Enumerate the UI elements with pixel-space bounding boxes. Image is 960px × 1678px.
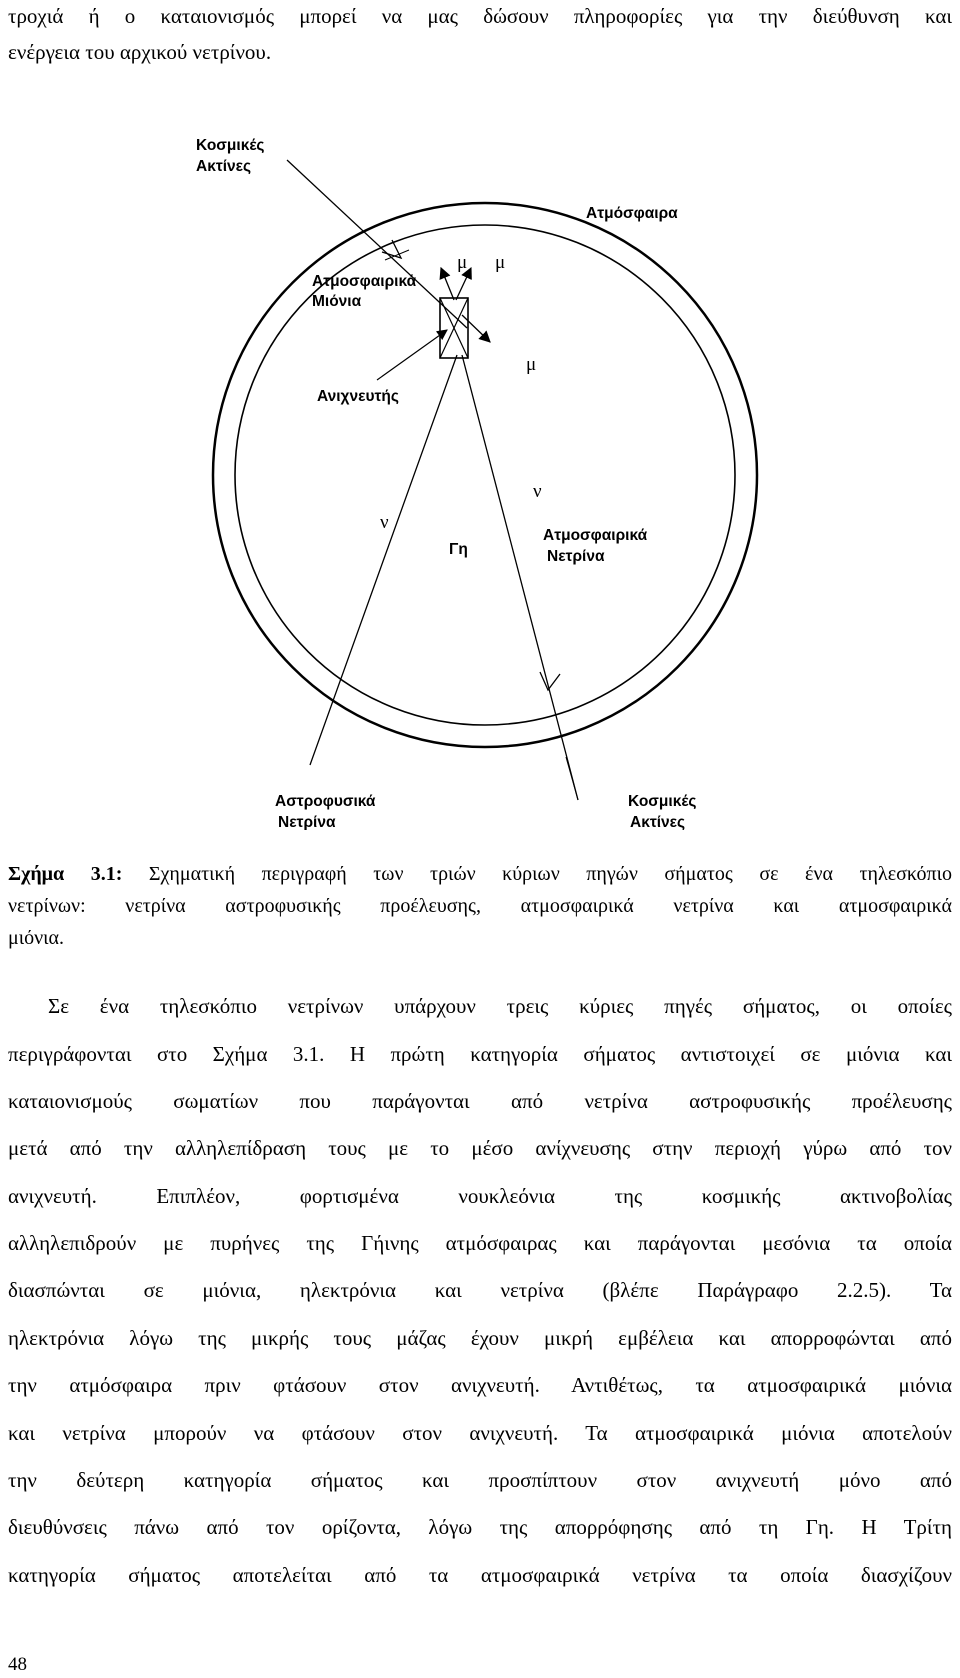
text-line: ανιχνευτή. Επιπλέον, φορτισμένα νουκλεόνια της κοσμικής ακτινοβολίας (8, 1184, 952, 1208)
atmosphere-circle (213, 203, 757, 747)
mu-symbol: μ (495, 252, 506, 273)
cosmic-ray-bottom-pointer (566, 757, 578, 800)
caption-label: Σχήμα 3.1: (8, 863, 123, 885)
label-earth: Γη (449, 541, 468, 558)
muon-arrow (441, 268, 454, 300)
figure-caption (8, 862, 952, 886)
label-detector: Ανιχνευτής (317, 388, 399, 405)
text-line: καταιονισμούς σωματίων που παράγονται από νετρίνα αστροφυσικής προέλευσης (8, 1089, 952, 1113)
nu-symbol: ν (380, 512, 389, 533)
text-line: την ατμόσφαιρα πριν φτάσουν στον ανιχνευτή. Αντιθέτως, τα ατμοσφαιρικά μιόνια (8, 1373, 952, 1397)
caption-text: Σχηματική περιγραφή των τριών κύριων πηγών σήματος σε ένα τηλεσκόπιο (122, 863, 952, 885)
label-cosmic-rays-top: Ακτίνες (196, 158, 252, 175)
text-line: κατηγορία σήματος αποτελείται από τα ατμοσφαιρικά νετρίνα τα οποία διασχίζουν (8, 1563, 952, 1587)
atm-neutrino-line (462, 355, 578, 800)
earth-circle (235, 225, 735, 725)
text-line: διασπώνται σε μιόνια, ηλεκτρόνια και νετρίνα (βλέπε Παράγραφο 2.2.5). Τα (8, 1278, 952, 1302)
figure-caption: νετρίνων: νετρίνα αστροφυσικής προέλευσης, ατμοσφαιρικά νετρίνα και ατμοσφαιρικά (8, 895, 952, 917)
mu-symbol: μ (457, 252, 468, 273)
label-astrophysical-neutrinos: Αστροφυσικά (275, 793, 376, 810)
label-cosmic-rays-top: Κοσμικές (196, 137, 265, 154)
label-atmospheric-neutrinos: Νετρίνα (547, 548, 605, 565)
text-line: Σε ένα τηλεσκόπιο νετρίνων υπάρχουν τρεις κύριες πηγές σήματος, οι οποίες (48, 994, 952, 1018)
label-cosmic-rays-bottom: Ακτίνες (630, 814, 686, 830)
text-line: μετά από την αλληλεπίδραση τους με το μέσο ανίχνευσης στην περιοχή γύρω από τον (8, 1136, 952, 1160)
text-line: περιγράφονται στο Σχήμα 3.1. Η πρώτη κατηγορία σήματος αντιστοιχεί σε μιόνια και (8, 1042, 952, 1066)
page-number: 48 (8, 1654, 27, 1675)
detector-pointer (377, 330, 447, 380)
text-line: ενέργεια του αρχικού νετρίνου. (8, 40, 272, 64)
nu-symbol: ν (533, 481, 542, 502)
muon-arrow (462, 315, 490, 342)
figure-caption: μιόνια. (8, 927, 65, 949)
label-atmospheric-muons: Μιόνια (312, 293, 362, 310)
label-atmospheric-neutrinos: Ατμοσφαιρικά (543, 527, 648, 544)
neutrino-telescope-diagram (0, 130, 960, 830)
cosmic-ray-bottom-arrowhead (540, 672, 560, 690)
text-line: αλληλεπιδρούν με πυρήνες της Γήινης ατμόσφαιρας και παράγονται μεσόνια τα οποία (8, 1231, 952, 1255)
label-atmosphere: Ατμόσφαιρα (586, 205, 678, 222)
text-line: τροχιά ή ο καταιονισμός μπορεί να μας δώσουν πληροφορίες για την διεύθυνση και (8, 4, 952, 28)
label-cosmic-rays-bottom: Κοσμικές (628, 793, 697, 810)
text-line: διευθύνσεις πάνω από τον ορίζοντα, λόγω της απορρόφησης από τη Γη. Η Τρίτη (8, 1515, 952, 1539)
text-line: και νετρίνα μπορούν να φτάσουν στον ανιχνευτή. Τα ατμοσφαιρικά μιόνια αποτελούν (8, 1421, 952, 1445)
text-line: την δεύτερη κατηγορία σήματος και προσπίπτουν στον ανιχνευτή μόνο από (8, 1468, 952, 1492)
label-astrophysical-neutrinos: Νετρίνα (278, 814, 336, 830)
label-atmospheric-muons: Ατμοσφαιρικά (312, 273, 417, 290)
mu-symbol: μ (526, 354, 537, 375)
text-line: ηλεκτρόνια λόγω της μικρής τους μάζας έχουν μικρή εμβέλεια και απορροφώνται από (8, 1326, 952, 1350)
